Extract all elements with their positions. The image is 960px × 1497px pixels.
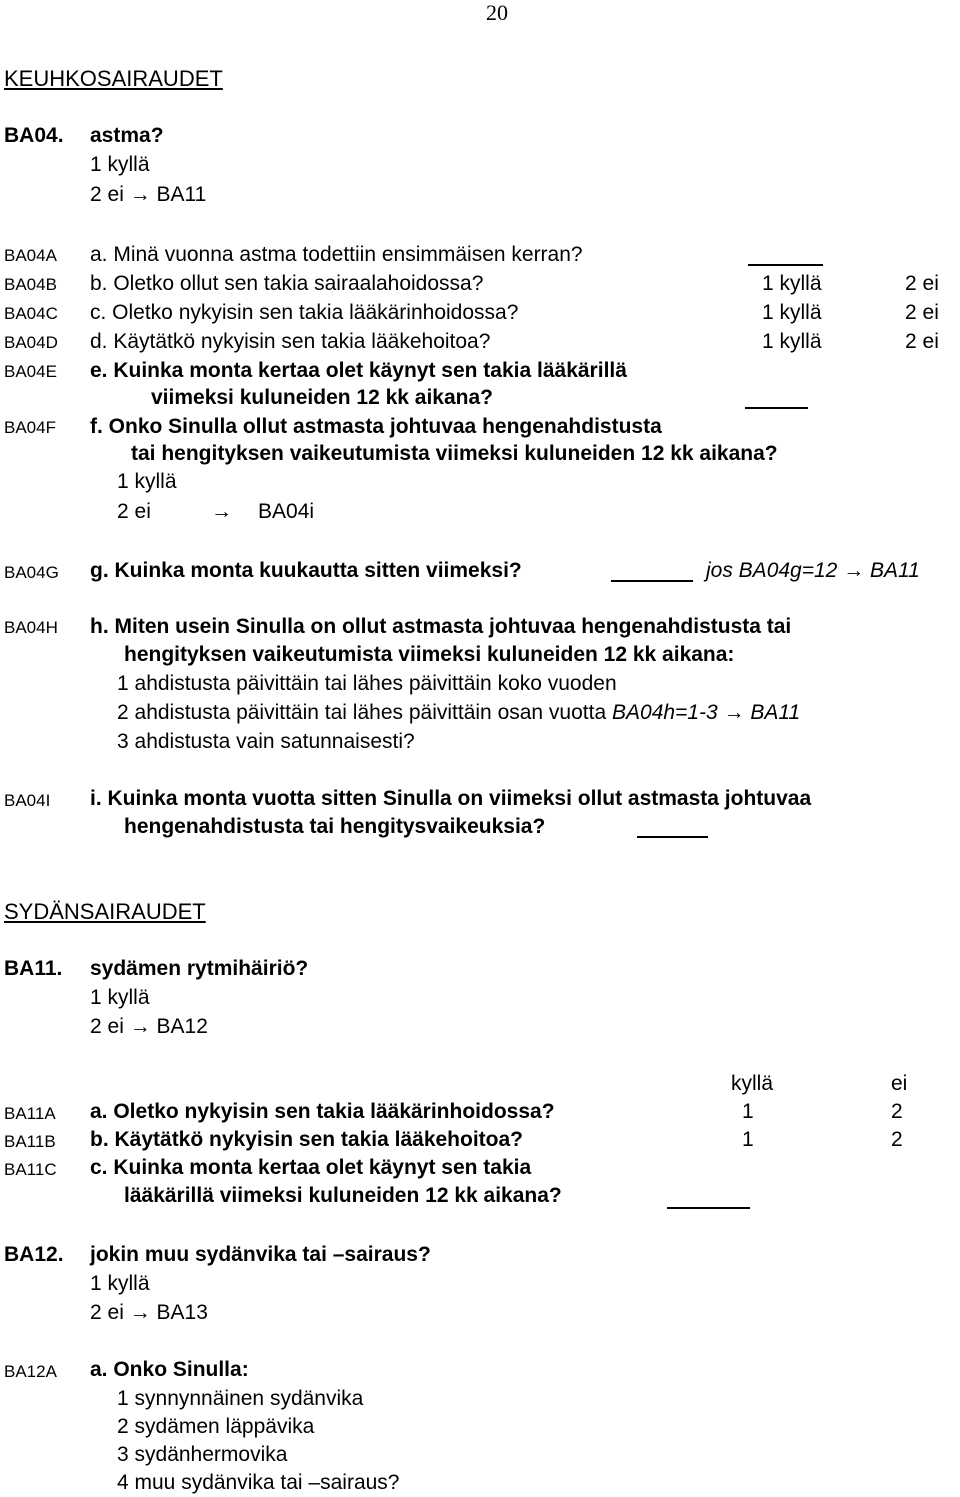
question-text: b. Käytätkö nykyisin sen takia lääkehoitoa? — [90, 1128, 523, 1151]
column-header-no: ei — [891, 1072, 908, 1095]
question-text: h. Miten usein Sinulla on ollut astmasta johtuvaa hengenahdistusta tai — [90, 615, 792, 638]
question-code: BA04H — [4, 618, 58, 637]
option-no: 2 ei — [90, 1015, 124, 1038]
arrow-right-icon: → — [129, 1015, 151, 1038]
question-code: BA04D — [4, 333, 58, 352]
skip-note: jos BA04g=12 — [706, 559, 838, 582]
question-text: g. Kuinka monta kuukautta sitten viimeksi? — [90, 559, 522, 582]
question-text: d. Käytätkö nykyisin sen takia lääkehoitoa? — [90, 330, 491, 353]
arrow-right-icon: → — [129, 183, 151, 206]
question-text: a. Oletko nykyisin sen takia lääkärinhoidossa? — [90, 1100, 555, 1123]
arrow-right-icon: → — [211, 500, 232, 523]
option-yes: 1 kyllä — [90, 1272, 150, 1295]
question-text: a. Onko Sinulla: — [90, 1358, 249, 1381]
skip-target: BA12 — [156, 1015, 208, 1038]
question-text-cont: lääkärillä viimeksi kuluneiden 12 kk aikana? — [124, 1184, 562, 1207]
answer-blank-line — [637, 836, 708, 838]
question-code: BA12A — [4, 1362, 57, 1381]
option-no-with-skip — [90, 1301, 208, 1325]
question-text-cont: hengityksen vaikeutumista viimeksi kuluneiden 12 kk aikana: — [124, 643, 735, 666]
question-text: c. Kuinka monta kertaa olet käynyt sen takia — [90, 1156, 532, 1179]
option-4: 4 muu sydänvika tai –sairaus? — [117, 1471, 400, 1494]
answer-blank-line — [667, 1207, 750, 1209]
question-code: BA04G — [4, 563, 59, 582]
answer-yes: 1 kyllä — [762, 272, 822, 295]
question-code: BA11B — [4, 1132, 56, 1151]
question-code: BA04A — [4, 246, 57, 265]
option-yes: 1 kyllä — [90, 153, 150, 176]
section-title-keuhkosairaudet: KEUHKOSAIRAUDET — [4, 66, 223, 91]
question-code: BA11C — [4, 1160, 57, 1179]
question-text: f. Onko Sinulla ollut astmasta johtuvaa hengenahdistusta — [90, 415, 662, 438]
skip-target: BA11 — [870, 559, 920, 582]
skip-condition — [706, 559, 920, 583]
question-text: a. Minä vuonna astma todettiin ensimmäisen kerran? — [90, 243, 583, 266]
skip-target: BA13 — [156, 1301, 208, 1324]
option-yes: 1 kyllä — [117, 470, 177, 493]
answer-no: 2 ei — [905, 301, 939, 324]
question-code: BA04E — [4, 362, 57, 381]
option-no-with-skip — [90, 1015, 208, 1039]
option-2: 2 sydämen läppävika — [117, 1415, 315, 1438]
column-header-yes: kyllä — [731, 1072, 774, 1095]
answer-blank-line — [748, 264, 823, 266]
question-text-ba11: sydämen rytmihäiriö? — [90, 957, 309, 980]
question-code: BA04B — [4, 275, 57, 294]
option-no-with-skip — [90, 183, 206, 207]
answer-no: 2 ei — [905, 272, 939, 295]
answer-no: 2 — [891, 1100, 903, 1123]
question-text-ba04: astma? — [90, 124, 164, 147]
arrow-right-icon: → — [129, 1301, 151, 1324]
option-1: 1 synnynnäinen sydänvika — [117, 1387, 364, 1410]
page-number: 20 — [486, 0, 508, 25]
option-no: 2 ei — [117, 500, 151, 523]
skip-target: BA04i — [258, 500, 315, 523]
question-text: c. Oletko nykyisin sen takia lääkärinhoidossa? — [90, 301, 519, 324]
option-3: 3 ahdistusta vain satunnaisesti? — [117, 730, 415, 753]
question-text-cont: tai hengityksen vaikeutumista viimeksi kuluneiden 12 kk aikana? — [131, 442, 778, 465]
question-code: BA04C — [4, 304, 58, 323]
question-text: i. Kuinka monta vuotta sitten Sinulla on viimeksi ollut astmasta johtuvaa — [90, 787, 812, 810]
option-yes: 1 kyllä — [90, 986, 150, 1009]
answer-blank-line — [611, 580, 693, 582]
answer-yes: 1 — [742, 1100, 754, 1123]
section-title-sydansairaudet: SYDÄNSAIRAUDET — [4, 899, 206, 924]
question-code: BA11A — [4, 1104, 56, 1123]
option-2-with-skip — [117, 701, 800, 725]
question-code: BA04I — [4, 791, 51, 810]
question-text-ba12: jokin muu sydänvika tai –sairaus? — [90, 1243, 431, 1266]
arrow-right-icon: → — [723, 701, 745, 724]
answer-no: 2 — [891, 1128, 903, 1151]
option-1: 1 ahdistusta päivittäin tai lähes päivittäin koko vuoden — [117, 672, 617, 695]
answer-blank-line — [745, 407, 808, 409]
arrow-right-icon: → — [843, 559, 865, 582]
option-3: 3 sydänhermovika — [117, 1443, 288, 1466]
question-code-ba12: BA12. — [4, 1243, 64, 1266]
skip-note: BA04h=1-3 — [612, 701, 718, 724]
answer-no: 2 ei — [905, 330, 939, 353]
skip-target: BA11 — [750, 701, 801, 724]
question-text: b. Oletko ollut sen takia sairaalahoidossa? — [90, 272, 484, 295]
answer-yes: 1 — [742, 1128, 754, 1151]
answer-yes: 1 kyllä — [762, 330, 822, 353]
option-2: 2 ahdistusta päivittäin tai lähes päivittäin osan vuotta — [117, 701, 607, 724]
option-no: 2 ei — [90, 1301, 124, 1324]
question-text-cont: hengenahdistusta tai hengitysvaikeuksia? — [124, 815, 546, 838]
question-text: e. Kuinka monta kertaa olet käynyt sen takia lääkärillä — [90, 359, 627, 382]
question-code-ba04: BA04. — [4, 124, 64, 147]
question-text-cont: viimeksi kuluneiden 12 kk aikana? — [151, 386, 493, 409]
question-code-ba11: BA11. — [4, 957, 63, 980]
answer-yes: 1 kyllä — [762, 301, 822, 324]
option-no: 2 ei — [90, 183, 124, 206]
skip-target: BA11 — [156, 183, 207, 206]
question-code: BA04F — [4, 418, 56, 437]
